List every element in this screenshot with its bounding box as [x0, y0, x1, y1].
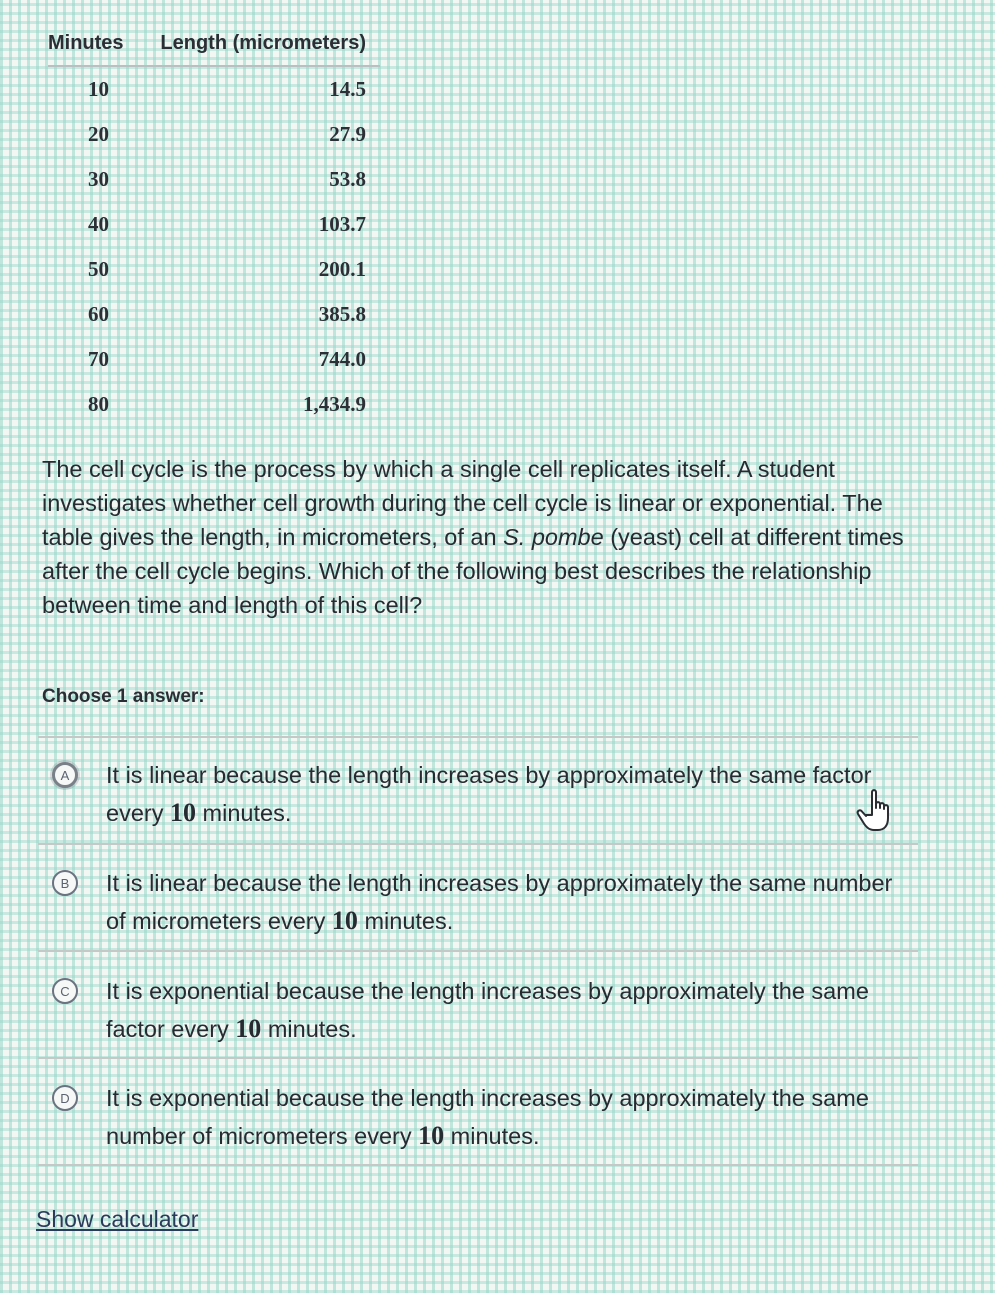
choice-d-text-before: It is exponential because the length increases by approximately the same number of micrometers every	[106, 1085, 869, 1149]
cell-minutes: 30	[88, 167, 109, 191]
divider	[38, 950, 918, 952]
choice-a[interactable]	[38, 760, 918, 832]
choice-b-text-before: It is linear because the length increases by approximately the same number of micrometers every	[106, 870, 893, 934]
choice-a-text	[106, 756, 906, 832]
table-header-row	[48, 28, 380, 66]
cell-minutes: 20	[88, 122, 109, 146]
choice-d-number: 10	[418, 1121, 445, 1150]
choice-a-number: 10	[170, 798, 196, 827]
cell-length: 200.1	[318, 257, 366, 281]
data-table	[48, 28, 380, 427]
choice-d[interactable]	[38, 1083, 918, 1155]
choice-c[interactable]	[38, 976, 918, 1048]
divider	[38, 1164, 918, 1166]
cell-length: 14.5	[329, 77, 366, 101]
table-row	[48, 292, 380, 337]
cell-length: 385.8	[318, 302, 366, 326]
cell-minutes: 40	[88, 212, 109, 236]
question-part-1: The cell cycle is the process by which a single cell replicates itself. A student investigates whether cell growth during the cell cycle is linear or exponential. The table gives the length, in micrometers, of an	[42, 456, 883, 550]
choice-b[interactable]	[38, 868, 918, 940]
choice-c-radio[interactable]: C	[52, 978, 78, 1004]
choice-d-text-after: minutes.	[444, 1123, 540, 1149]
choice-d-radio[interactable]: D	[52, 1085, 78, 1111]
choice-b-number: 10	[331, 906, 358, 935]
table-row	[48, 382, 380, 427]
choice-b-text	[106, 864, 906, 940]
choice-c-text-before: It is exponential because the length increases by approximately the same factor every	[106, 978, 869, 1042]
table-row	[48, 66, 380, 112]
choice-b-radio[interactable]: B	[52, 870, 78, 896]
choice-c-number: 10	[235, 1014, 262, 1043]
cell-minutes: 60	[88, 302, 109, 326]
table-row	[48, 157, 380, 202]
table-row	[48, 247, 380, 292]
divider	[38, 843, 918, 845]
choice-a-radio[interactable]: A	[52, 762, 78, 788]
header-minutes: Minutes	[48, 28, 133, 66]
cell-minutes: 10	[88, 77, 109, 101]
cell-length: 27.9	[329, 122, 366, 146]
question-text	[42, 452, 922, 622]
divider	[38, 736, 918, 738]
choice-c-text-after: minutes.	[261, 1016, 357, 1042]
choose-answer-label: Choose 1 answer:	[42, 686, 205, 707]
cell-minutes: 50	[88, 257, 109, 281]
choice-d-text	[106, 1079, 906, 1155]
choice-a-text-after: minutes.	[196, 800, 292, 826]
divider	[38, 1057, 918, 1059]
show-calculator-link[interactable]: Show calculator	[36, 1206, 199, 1232]
header-length: Length (micrometers)	[133, 28, 380, 66]
table-row	[48, 112, 380, 157]
cell-length: 744.0	[318, 347, 366, 371]
cell-length: 1,434.9	[303, 392, 366, 416]
cell-minutes: 70	[88, 347, 109, 371]
species-name: S. pombe	[503, 524, 604, 550]
choice-b-text-after: minutes.	[357, 908, 454, 934]
table-row	[48, 202, 380, 247]
cell-minutes: 80	[88, 392, 109, 416]
choice-a-text-before: It is linear because the length increases by approximately the same factor every	[106, 762, 872, 826]
cell-length: 53.8	[329, 167, 366, 191]
cell-length: 103.7	[318, 212, 366, 236]
choice-c-text	[106, 972, 906, 1048]
table-row	[48, 337, 380, 382]
hand-pointer-icon	[854, 788, 904, 834]
question-part-2: (yeast) cell at different times after the cell cycle begins. Which of the following best describes the relationship between time and length of this cell?	[42, 524, 904, 618]
